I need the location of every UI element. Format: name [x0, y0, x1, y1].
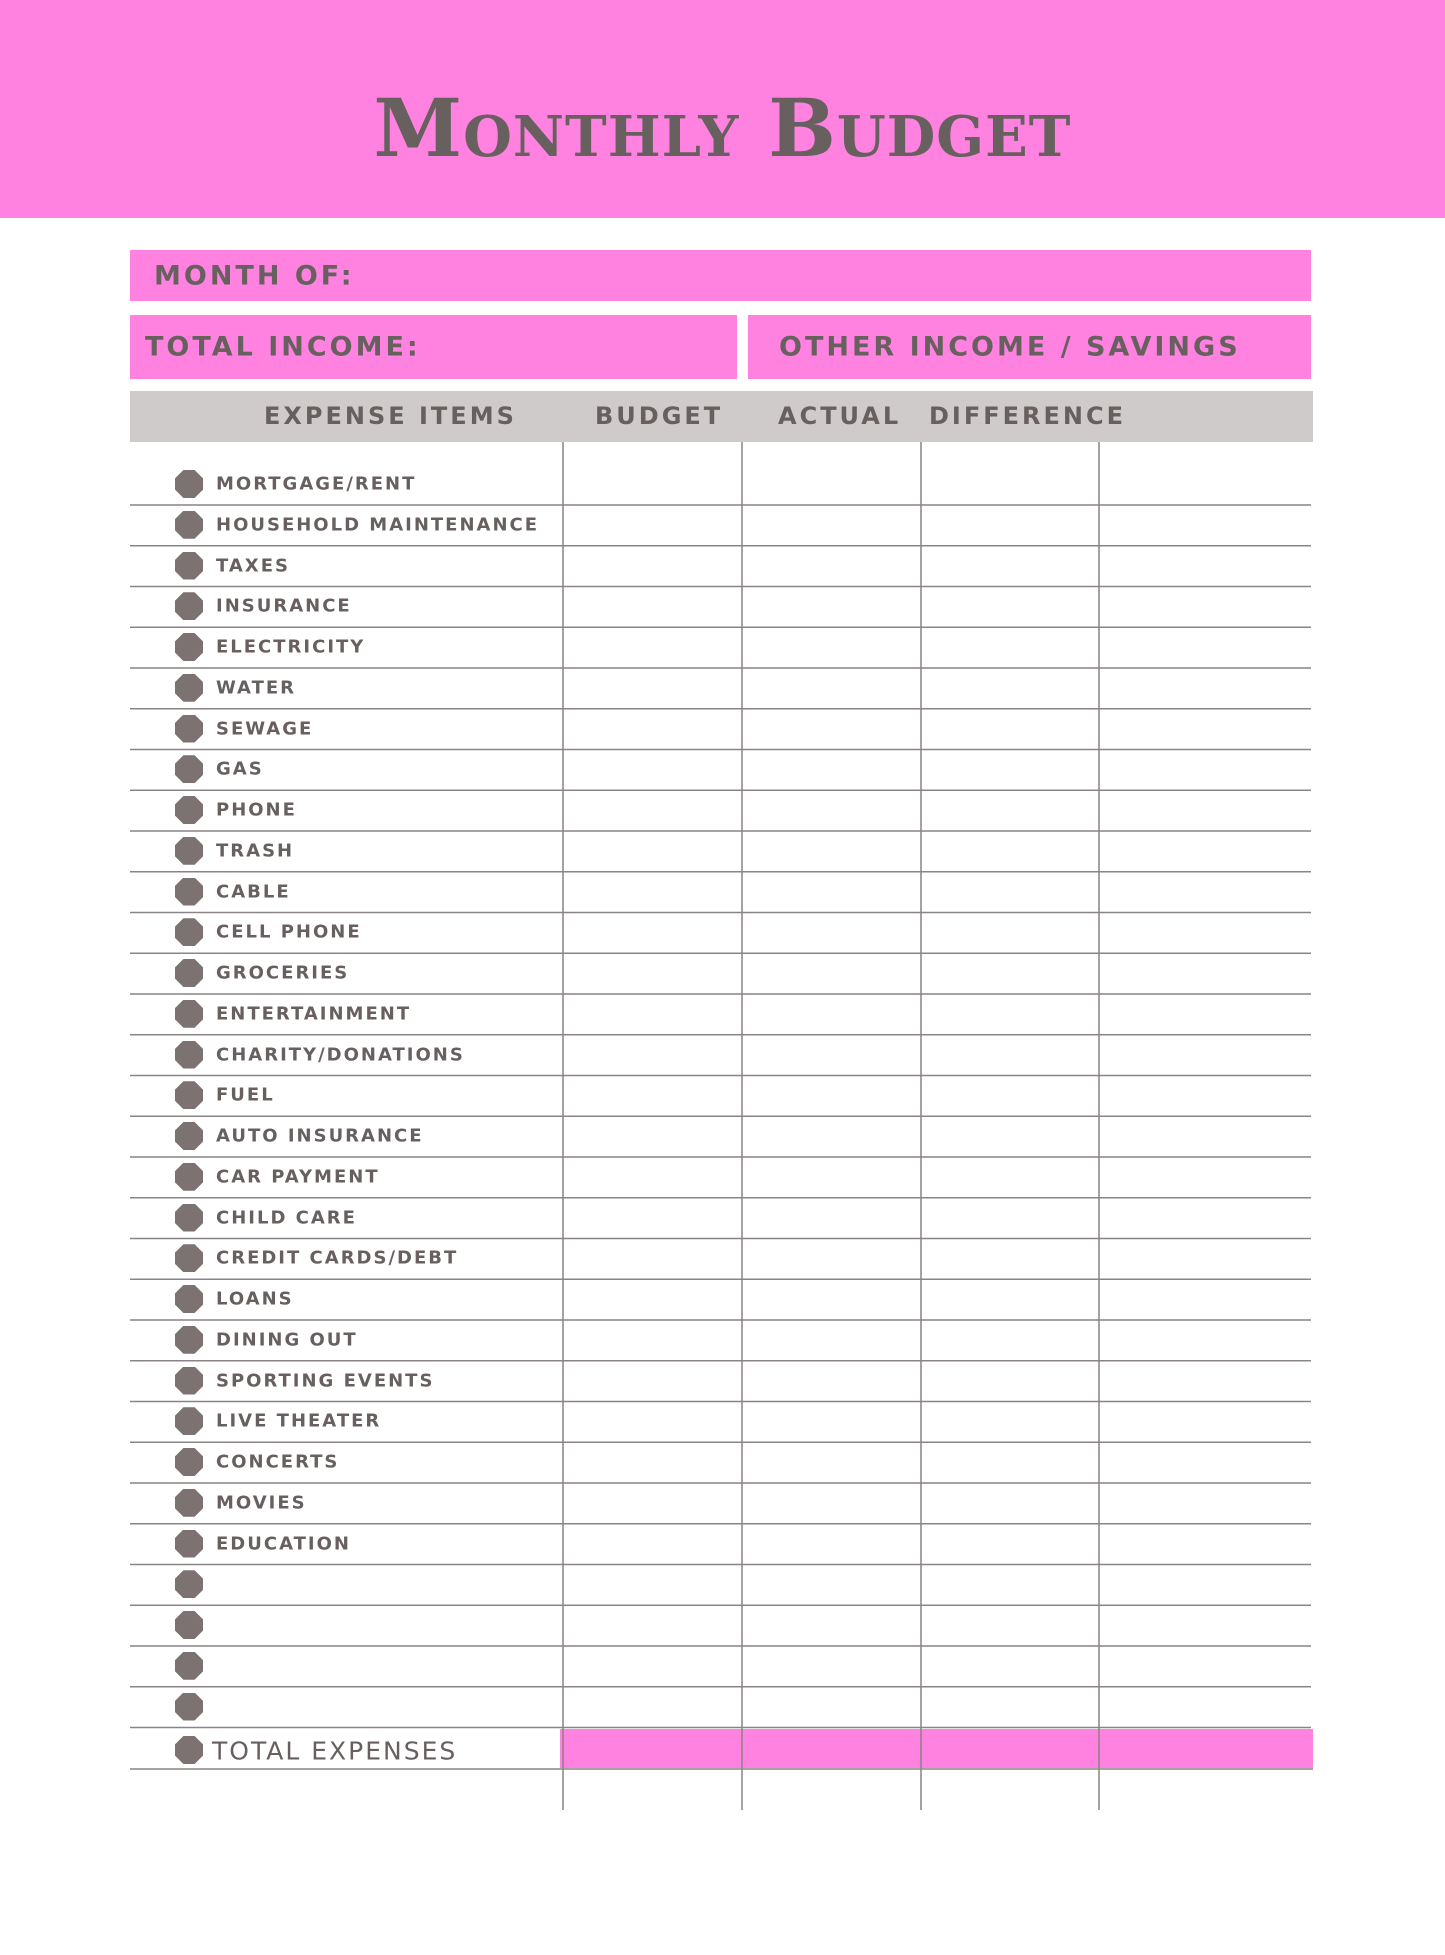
expense-item-label: ELECTRICITY — [216, 636, 366, 658]
expense-item-label: CHARITY/DONATIONS — [216, 1044, 465, 1065]
col-actual: ACTUAL — [778, 402, 902, 430]
expense-item-label: TAXES — [216, 555, 290, 576]
bullet-icon — [175, 592, 203, 620]
bullet-icon — [175, 918, 203, 946]
expense-item-label: GROCERIES — [216, 962, 350, 984]
total-income-label: TOTAL INCOME: — [145, 331, 421, 363]
expense-item-label: EDUCATION — [216, 1533, 351, 1554]
expense-item-label: WATER — [216, 677, 297, 699]
expense-item-label: CREDIT CARDS/DEBT — [216, 1247, 459, 1269]
expense-item-label: PHONE — [216, 799, 297, 821]
expense-item-label: AUTO INSURANCE — [216, 1125, 424, 1147]
expense-item-label: MORTGAGE/RENT — [216, 473, 417, 495]
bullet-icon — [175, 674, 203, 702]
bullet-icon — [175, 837, 203, 865]
expense-item-label: CONCERTS — [216, 1451, 340, 1473]
col-difference: DIFFERENCE — [929, 402, 1127, 430]
bullet-icon — [175, 552, 203, 580]
expense-item-label: HOUSEHOLD MAINTENANCE — [216, 514, 540, 536]
month-of-label: MONTH OF: — [154, 260, 355, 291]
bullet-icon — [175, 633, 203, 661]
bullet-icon — [175, 959, 203, 987]
other-income-label: OTHER INCOME / SAVINGS — [779, 331, 1241, 363]
expense-item-label: INSURANCE — [216, 595, 352, 617]
expense-item-label: LOANS — [216, 1288, 294, 1310]
page-title: Monthly Budget — [373, 81, 1072, 175]
expense-item-label: DINING OUT — [216, 1329, 358, 1351]
expense-item-label: FUEL — [216, 1084, 275, 1106]
expense-item-label: CHILD CARE — [216, 1207, 357, 1228]
expense-item-label: ENTERTAINMENT — [216, 1003, 412, 1025]
col-budget: BUDGET — [595, 402, 724, 430]
bullet-icon — [175, 470, 203, 498]
expense-item-label: GAS — [216, 758, 264, 780]
total-expenses-label: TOTAL EXPENSES — [212, 1736, 458, 1766]
bullet-icon — [175, 755, 203, 783]
col-expense-items: EXPENSE ITEMS — [264, 402, 517, 430]
bullet-icon — [175, 511, 203, 539]
bullet-icon — [175, 878, 203, 906]
expense-item-label: CAR PAYMENT — [216, 1166, 380, 1188]
expense-item-label: CELL PHONE — [216, 921, 362, 943]
bullet-icon — [175, 715, 203, 743]
expense-item-label: TRASH — [216, 840, 295, 862]
expense-item-label: LIVE THEATER — [216, 1410, 382, 1432]
expense-item-label: SEWAGE — [216, 718, 314, 739]
bullet-icon — [175, 796, 203, 824]
bullet-icon — [175, 1000, 203, 1028]
expense-item-label: CABLE — [216, 881, 291, 902]
expense-item-label: SPORTING EVENTS — [216, 1370, 435, 1391]
expense-item-label: MOVIES — [216, 1492, 307, 1514]
